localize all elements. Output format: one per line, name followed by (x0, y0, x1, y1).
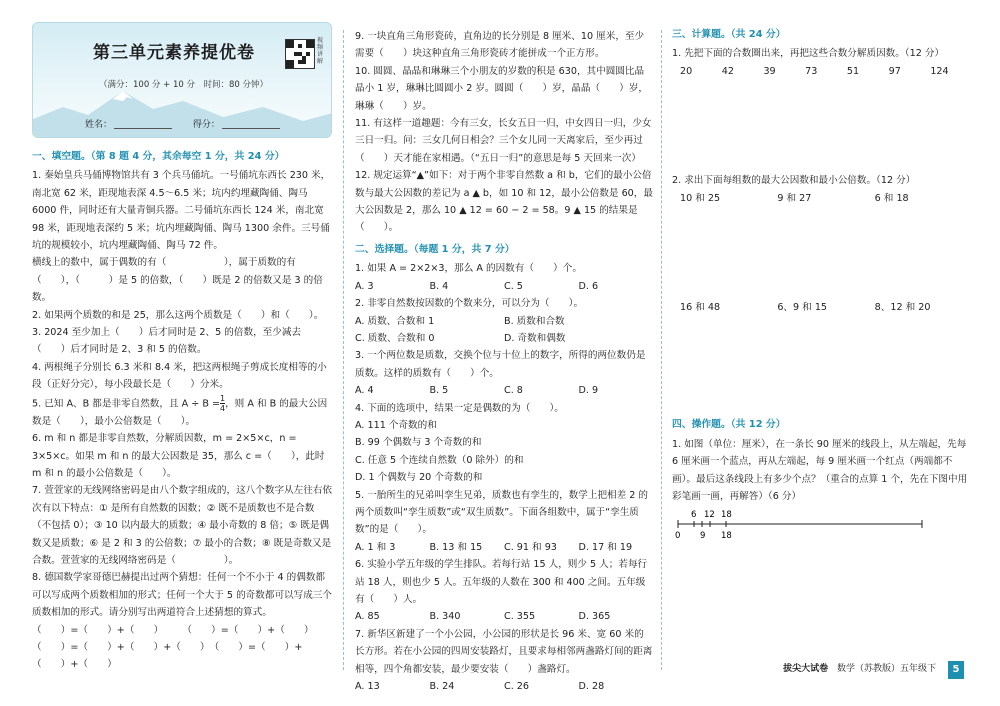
name-field[interactable] (114, 128, 172, 129)
calc-2-row-2 (672, 299, 972, 316)
column-1 (32, 22, 332, 674)
option[interactable]: B. 13 和 15 (429, 541, 483, 553)
pair: 10 和 25 (680, 192, 721, 204)
score-label: 得分： (192, 120, 220, 130)
section-title: 四、操作题。（共 12 分） (672, 419, 786, 431)
option[interactable]: D. 9 (578, 385, 599, 397)
answer-space[interactable] (672, 207, 972, 299)
score-field[interactable] (222, 128, 280, 129)
qr-code-icon[interactable] (285, 39, 315, 69)
question-3: 3. 2024 至少加上（ ）后才同时是 2、5 的倍数，至少减去（ ）后才同时是 2、3 和 5 的倍数。 (32, 327, 302, 356)
paper-header (32, 22, 332, 138)
option[interactable]: C. 质数、合数和 0 (355, 332, 435, 344)
tick-label: 9 (700, 531, 706, 542)
question-11: 11. 有这样一道趣题：今有三女，长女五日一归，中女四日一归，少女三日一归。问：三女几何日相会？三个女儿同一天离家后，至少再过（ ）天才能在家相遇。（“五日一归”的意思是每 5 天回来一次） (355, 118, 652, 164)
choice-4: 4. 下面的选项中，结果一定是偶数的为（ ）。 (355, 402, 564, 414)
choice-5: 5. 一胎所生的兄弟叫孪生兄弟，质数也有孪生的，数学上把相差 2 的两个质数叫“孪生质数”或“双生质数”。下面各组数中，属于“孪生质数”的是（ ）。 (355, 489, 649, 536)
tick-label: 18 (721, 510, 732, 521)
option[interactable]: B. 5 (429, 385, 449, 397)
option[interactable]: A. 111 个奇数的和 (355, 419, 437, 431)
option[interactable]: A. 1 和 3 (355, 541, 396, 553)
pair: 6 和 18 (874, 192, 909, 204)
option[interactable]: C. 任意 5 个连续自然数（0 除外）的和 (355, 454, 524, 466)
choice-1: 1. 如果 A = 2×2×3，那么 A 的因数有（ ）个。 (355, 263, 582, 275)
column-divider (343, 30, 344, 670)
operation-1: 1. 如图（单位：厘米），在一条长 90 厘米的线段上，从左端起，先每 6 厘米画一个蓝点，再从左端起，每 9 厘米画一个红点（两端都不画）。最后这条线段上有多少个点？（重合的点算 1 个，先在下图中用彩笔画一画，再解答）（6 分） (672, 438, 968, 503)
choice-7: 7. 新华区新建了一个小公园，小公园的形状是长 96 米、宽 60 米的长方形。若在小公园的四周安装路灯，且要求每相邻两盏路灯间的距离相等，四个角都安装，最少要安装（ ）盏路灯。 (355, 628, 653, 675)
choice-1-options (355, 278, 653, 295)
pair: 8、12 和 20 (874, 302, 931, 314)
question-5: 5. 已知 A、B 都是非零自然数，且 A ÷ B = $\frac{1}{4}$，则 A 和 B 的最大公因数是（ ），最小公倍数是（ ）。 (32, 393, 328, 427)
option[interactable]: D. 17 和 19 (578, 541, 633, 553)
choice-2: 2. 非零自然数按因数的个数来分，可以分为（ ）。 (355, 298, 584, 310)
option[interactable]: A. 3 (355, 280, 374, 292)
question-12: 12. 规定运算“▲”如下：对于两个非零自然数 a 和 b，它们的最小公倍数与最大公因数的差记为 a ▲ b，如 10 和 12，最小公倍数是 60，最大公因数是 2，那么 10 ▲ 12 = 60 − 2 = 58。9 ▲ 15 的结果是（ ）。 (355, 170, 653, 234)
option[interactable]: D. 1 个偶数与 20 个奇数的和 (355, 472, 483, 484)
option[interactable]: D. 365 (578, 611, 611, 623)
page-number: 5 (948, 661, 964, 679)
pair: 9 和 27 (777, 192, 812, 204)
section-title: 三、计算题。（共 24 分） (672, 29, 786, 40)
number-line-svg (672, 507, 932, 541)
option[interactable]: B. 24 (429, 681, 455, 693)
number: 73 (805, 65, 818, 77)
footer (672, 661, 972, 674)
calc-2-row-1 (672, 190, 972, 207)
option[interactable]: A. 13 (355, 681, 380, 693)
question-1: 1. 秦始皇兵马俑博物馆共有 3 个兵马俑坑。一号俑坑东西长 230 米，南北宽 62 米，距现地表深 4.5～6.5 米；坑内约埋藏陶俑、陶马 6000 件，同时还有大量青铜兵器。二号俑坑东西长 124 米，南北宽 98 米，距现地表深约 5 米；坑内埋藏陶俑、陶马 1300 余件。三号俑坑的规模较小，坑内埋藏陶俑、陶马 72 件。 (32, 170, 331, 252)
option[interactable]: B. 质数和合数 (504, 315, 565, 327)
calc-1: 1. 先把下面的合数圈出来，再把这些合数分解质因数。（12 分） (672, 48, 945, 60)
calc-2: 2. 求出下面每组数的最大公因数和最小公倍数。（12 分） (672, 175, 916, 187)
answer-space[interactable] (672, 316, 972, 412)
number: 51 (846, 65, 860, 77)
question-2: 2. 如果两个质数的和是 25，那么这两个质数是（ ）和（ ）。 (32, 309, 324, 321)
option[interactable]: D. 28 (578, 681, 605, 693)
answer-space[interactable] (672, 80, 972, 172)
student-fields (85, 117, 298, 134)
choice-5-options (355, 539, 653, 556)
fraction: $\frac{1}{4}$ (220, 393, 226, 413)
question-6: 6. m 和 n 都是非零自然数，分解质因数，m = 2×5×c，n = 3×5×c。如果 m 和 n 的最大公因数是 35，那么 c =（ ），此时 m 和 n 的最小公倍数是（ ）。 (32, 433, 325, 479)
subject: 数学（苏教版）五年级下 (836, 664, 936, 674)
option[interactable]: D. 6 (578, 280, 599, 292)
choice-3: 3. 一个两位数是质数，交换个位与十位上的数字，所得的两位数仍是质数。这样的质数有（ ）个。 (355, 350, 646, 379)
name-label: 姓名： (85, 120, 113, 130)
option[interactable]: C. 26 (504, 681, 530, 693)
brand: 拔尖大试卷 (783, 664, 829, 674)
choice-7-options (355, 678, 653, 695)
option[interactable]: D. 奇数和偶数 (504, 332, 566, 344)
pair: 16 和 48 (680, 302, 721, 314)
option[interactable]: A. 85 (355, 611, 380, 623)
tick-label: 12 (704, 510, 715, 521)
tick-label: 18 (721, 531, 732, 542)
tick-label: 0 (675, 531, 681, 542)
choice-2-options (355, 313, 653, 330)
option[interactable]: C. 5 (504, 280, 523, 292)
question-8: 8. 德国数学家哥德巴赫提出过两个猜想：任何一个不小于 4 的偶数都可以写成两个质数相加的形式；任何一个大于 5 的奇数都可以写成三个质数相加的形式。请分别写出两道符合上述猜想的算式。 (32, 572, 333, 619)
question-8-line-1: （ ）=（ ）+（ ） （ ）=（ ）+（ ） (32, 624, 314, 636)
option[interactable]: B. 99 个偶数与 3 个奇数的和 (355, 437, 482, 449)
column-divider (661, 30, 662, 670)
calc-1-numbers (672, 63, 972, 80)
tick-label: 6 (691, 510, 697, 521)
question-9: 9. 一块直角三角形瓷砖，直角边的长分别是 8 厘米、10 厘米，至少需要（ ）块这种直角三角形瓷砖才能拼成一个正方形。 (355, 31, 645, 60)
question-10: 10. 圆圆、晶晶和琳琳三个小朋友的岁数的积是 630，其中圆圆比晶晶小 1 岁，琳琳比圆圆小 2 岁。圆圆（ ）岁，晶晶（ ）岁，琳琳（ ）岁。 (355, 65, 649, 112)
exam-meta: （满分：100 分 + 10 分 时间：80 分钟） (99, 80, 268, 90)
page-title: 第三单元素养提优卷 (93, 43, 255, 63)
number: 124 (930, 65, 949, 77)
number: 42 (721, 65, 734, 77)
option[interactable]: B. 340 (429, 611, 461, 623)
number: 97 (888, 65, 901, 77)
number-line (672, 507, 932, 541)
choice-6: 6. 实验小学五年级的学生排队。若每行站 15 人，则少 5 人；若每行站 18 人，则也少 5 人。五年级的人数在 300 和 400 之间。五年级有（ ）人。 (355, 559, 648, 605)
section-title: 二、选择题。（每题 1 分，共 7 分） (355, 243, 515, 255)
choice-3-options (355, 382, 653, 399)
option[interactable]: B. 4 (429, 280, 449, 292)
section-title: 一、填空题。（第 8 题 4 分，其余每空 1 分，共 24 分） (32, 151, 285, 162)
choice-2-options-b (355, 330, 653, 347)
choice-6-options (355, 608, 653, 625)
column-2 (355, 28, 653, 695)
option[interactable]: A. 4 (355, 385, 374, 397)
question-8-line-2: （ ）=（ ）+（ ）+（ ） （ ）=（ ）+（ ）+（ ） (32, 641, 303, 671)
option[interactable]: C. 8 (504, 385, 523, 397)
question-1-blanks: 横线上的数中，属于偶数的有（ ），属于质数的有（ ），（ ）是 5 的倍数，（ ）既是 2 的倍数又是 3 的倍数。 (32, 257, 323, 304)
column-3 (672, 22, 972, 541)
qr-note: 视频讲解 (317, 37, 324, 65)
question-4: 4. 两根绳子分别长 6.3 米和 8.4 米，把这两根绳子剪成长度相等的小段（正好分完），每小段最长是（ ）分米。 (32, 361, 327, 391)
pair: 6、9 和 15 (777, 302, 828, 314)
question-7: 7. 萱萱家的无线网络密码是由八个数字组成的，这八个数字从左往右依次有以下特点：① 是所有自然数的因数；② 既不是质数也不是合数（不包括 0）；③ 10 以内最大的质数；④ 最小奇数的 8 倍；⑤ 既是偶数又是质数；⑥ 是 2 和 3 的公倍数；⑦ 最小的合数；⑧ 既是奇数又是合数。萱萱家的无线网络密码是（ ）。 (32, 485, 333, 566)
option[interactable]: A. 质数、合数和 1 (355, 315, 435, 327)
number: 20 (680, 65, 693, 77)
option[interactable]: C. 91 和 93 (504, 541, 557, 553)
option[interactable]: C. 355 (504, 611, 536, 623)
number: 39 (763, 65, 776, 77)
